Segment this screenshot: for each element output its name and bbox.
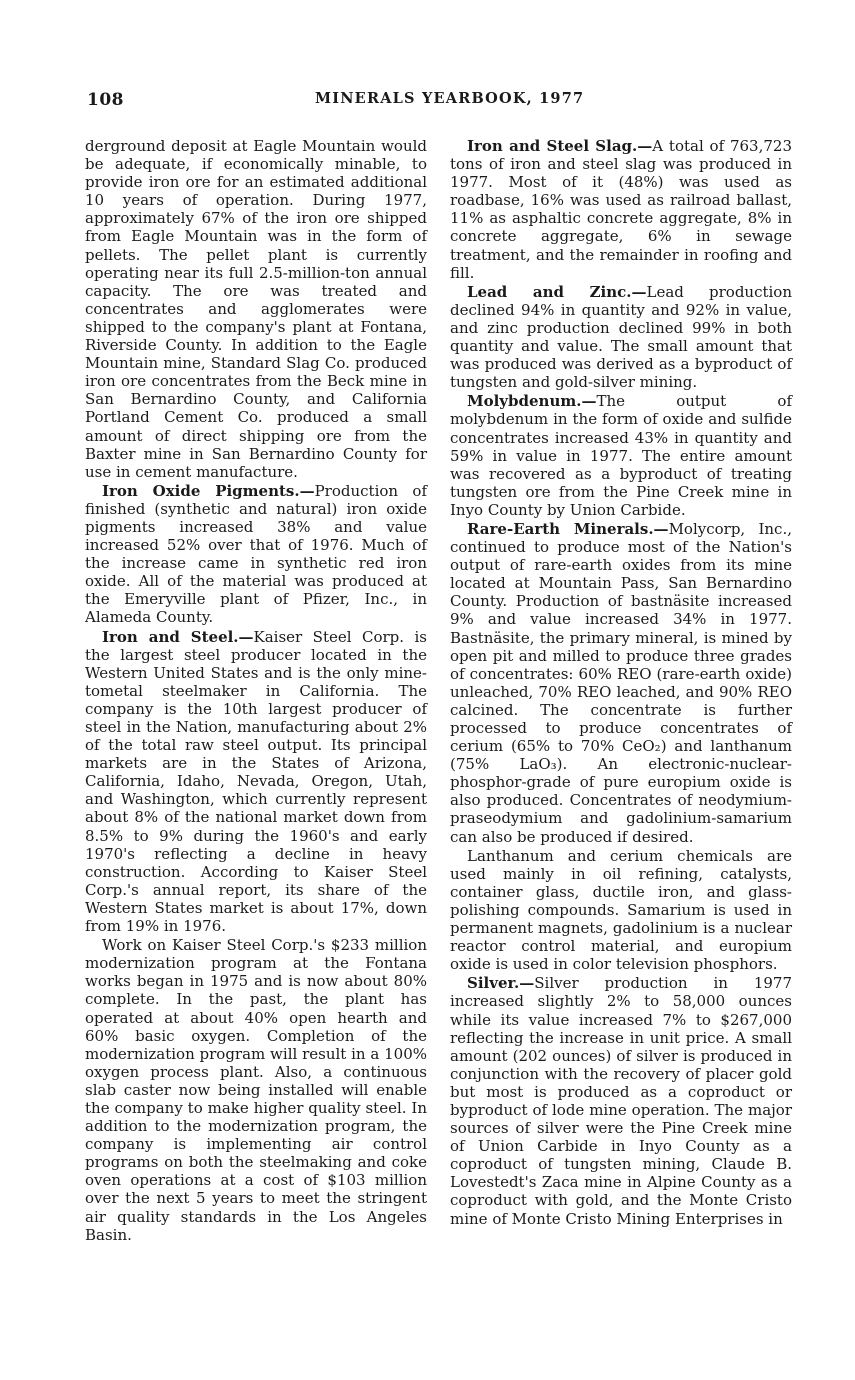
paragraph-iron-and-steel (85, 628, 427, 936)
paragraph-lanthanum-cerium (450, 847, 792, 974)
running-title: MINERALS YEARBOOK, 1977 (315, 90, 585, 107)
paragraph-text: Production of finished (synthetic and natural) iron oxide pigments increased 38% and value increased 52% over that of 1976. Much of the increase came in synthetic red iron oxide. All of the material was produced at the Emeryville plant of Pfizer, Inc., in Alameda County. (85, 481, 427, 627)
section-heading-rare-earth-minerals: Rare-Earth Minerals.— (467, 519, 669, 538)
paragraph-text: derground deposit at Eagle Mountain would be adequate, if economically minable, to provide iron ore for an estimated additional 10 years of operation. During 1977, approximately 67% of the iron ore shipped from Eagle Mountain was in the form of pellets. The pellet plant is currently operating near its full 2.5-million-ton annual capacity. The ore was treated and concentrates and agglomerates were shipped to the company's plant at Fontana, Riverside County. In addition to the Eagle Mountain mine, Standard Slag Co. produced iron ore concentrates from the Beck mine in San Bernardino County, and California Portland Cement Co. produced a small amount of direct shipping ore from the Baxter mine in San Bernardino County for use in cement manufacture. (85, 137, 427, 481)
paragraph-text: Silver production in 1977 increased slightly 2% to 58,000 ounces while its value increased 7% to $267,000 reflecting the increase in unit price. A small amount (202 ounces) of silver is produced in conjunction with the recovery of placer gold but most is produced as a coproduct or byproduct of lode mine operation. The major sources of silver were the Pine Creek mine of Union Carbide in Inyo County as a coproduct of tungsten mining, Claude B. Lovestedt's Zaca mine in Alpine County as a coproduct with gold, and the Monte Cristo mine of Monte Cristo Mining Enterprises in (450, 974, 792, 1228)
paragraph-iron-and-steel-slag (450, 137, 792, 282)
paragraph-rare-earth-minerals (450, 520, 792, 846)
paragraph-eagle-mountain (85, 137, 427, 481)
section-heading-iron-and-steel: Iron and Steel.— (102, 627, 254, 646)
paragraph-text: Lanthanum and cerium chemicals are used mainly in oil refining, catalysts, container glass, ductile iron, and glass-polishing compounds. Samarium is used in permanent magnets, gadolinium is a nuclear reactor control material, and europium oxide is used in color television phosphors. (450, 846, 792, 974)
section-heading-iron-oxide-pigments: Iron Oxide Pigments.— (102, 481, 315, 500)
section-heading-lead-and-zinc: Lead and Zinc.— (467, 282, 647, 301)
paragraph-text: Molycorp, Inc., continued to produce most of the Nation's output of rare-earth oxides from its mine located at Mountain Pass, San Bernardino County. Production of bastnäsite increased 9% and value increased 34% in 1977. Bastnäsite, the primary mineral, is mined by open pit and milled to produce three grades of concentrates: 60% REO (rare-earth oxide) unleached, 70% REO leached, and 90% REO calcined. The concentrate is further processed to produce concentrates of cerium (65% to 70% CeO₂) and lanthanum (75% LaO₃). An electronic-nuclear-phosphor-grade of pure europium oxide is also produced. Concentrates of neodymium-praseodymium and gadolinium-samarium can also be produced if desired. (450, 519, 792, 846)
paragraph-kaiser-modernization (85, 936, 427, 1244)
paragraph-lead-and-zinc (450, 283, 792, 392)
paragraph-text: Work on Kaiser Steel Corp.'s $233 million modernization program at the Fontana works began in 1975 and is now about 80% complete. In the past, the plant has operated at about 40% open hearth and 60% basic oxygen. Completion of the modernization program will result in a 100% oxygen process plant. Also, a continuous slab caster now being installed will enable the company to make higher quality steel. In addition to the modernization program, the company is implementing air control programs on both the steelmaking and coke oven operations at a cost of $103 million over the next 5 years to meet the stringent air quality standards in the Los Angeles Basin. (85, 936, 427, 1244)
page-number: 108 (87, 90, 124, 110)
page-header (87, 90, 787, 112)
section-heading-silver: Silver.— (467, 974, 535, 993)
paragraph-iron-oxide-pigments (85, 482, 427, 627)
section-heading-iron-and-steel-slag: Iron and Steel Slag.— (467, 137, 653, 155)
left-column (85, 137, 427, 1245)
paragraph-text: The output of molybdenum in the form of oxide and sulfide concentrates increased 43% in quantity and 59% in value in 1977. The entire amount was recovered as a byproduct of treating tungsten ore from the Pine Creek mine in Inyo County by Union Carbide. (450, 392, 792, 519)
paragraph-text: A total of 763,723 tons of iron and steel slag was produced in 1977. Most of it (48%) was used as roadbase, 16% was used as railroad ballast, 11% as asphaltic concrete aggregate, 8% in concrete aggregate, 6% in sewage treatment, and the remainder in roofing and fill. (450, 137, 792, 282)
paragraph-text: Kaiser Steel Corp. is the largest steel producer located in the Western United States and is the only mine-tometal steelmaker in California. The company is the 10th largest producer of steel in the Nation, manufacturing about 2% of the total raw steel output. Its principal markets are in the States of Arizona, California, Idaho, Nevada, Oregon, Utah, and Washington, which currently represent about 8% of the national market down from 8.5% to 9% during the 1960's and early 1970's reflecting a decline in heavy construction. According to Kaiser Steel Corp.'s annual report, its share of the Western States market is about 17%, down from 19% in 1976. (85, 627, 427, 936)
paragraph-text: Lead production declined 94% in quantity and 92% in value, and zinc production declined 99% in both quantity and value. The small amount that was produced was derived as a byproduct of tungsten and gold-silver mining. (450, 282, 792, 392)
section-heading-molybdenum: Molybdenum.— (467, 392, 597, 411)
right-column (450, 137, 792, 1229)
paragraph-silver (450, 974, 792, 1227)
paragraph-molybdenum (450, 392, 792, 519)
